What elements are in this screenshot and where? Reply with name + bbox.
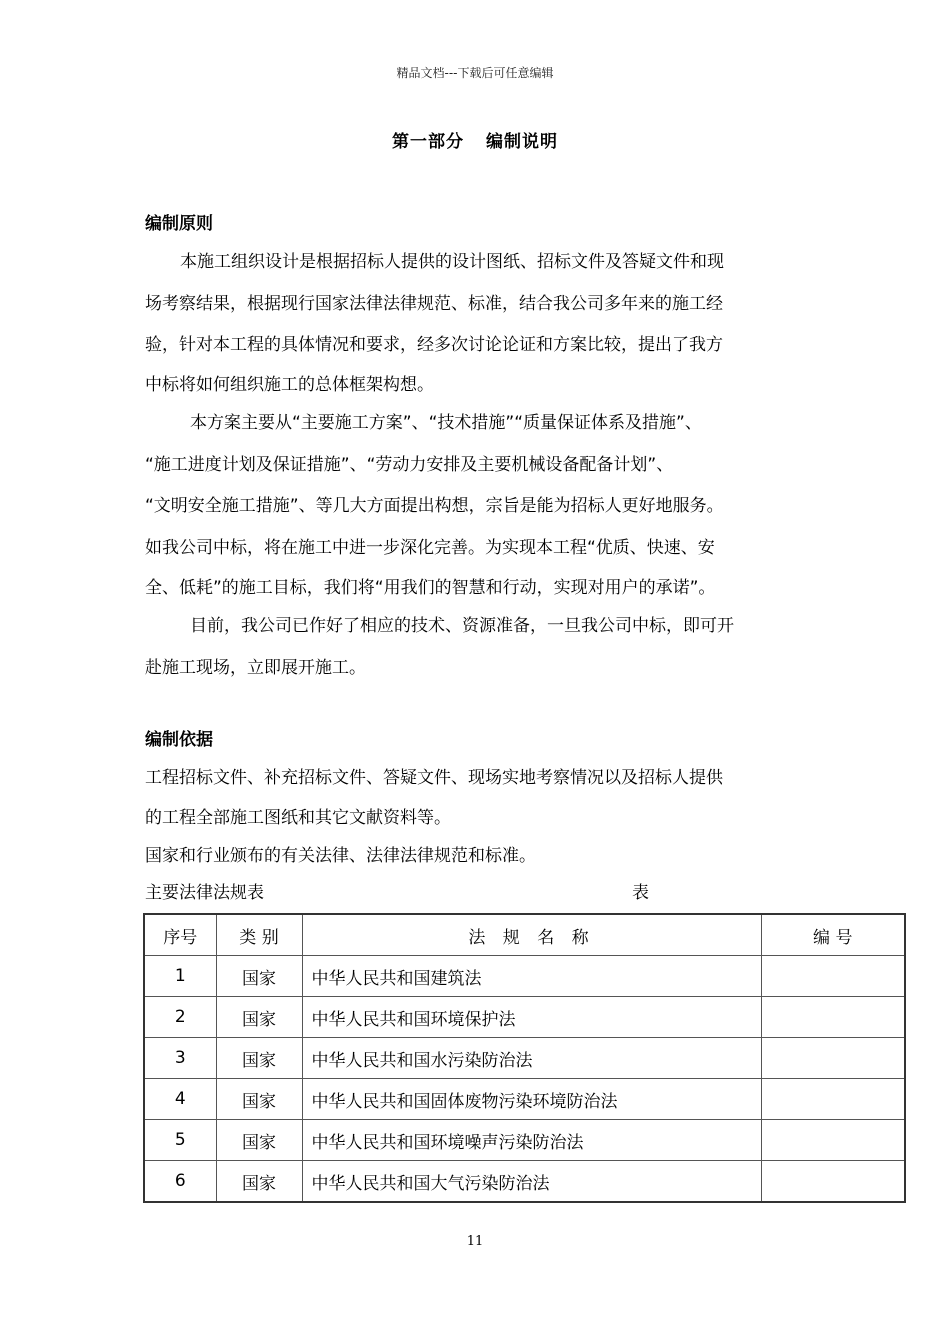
column-header-index: 序号: [144, 914, 216, 956]
cell-category: 国家: [216, 1038, 302, 1079]
cell-index: 1: [144, 956, 216, 997]
paragraph-line: 赴施工现场，立即展开施工。: [145, 658, 366, 678]
table-row: [144, 997, 905, 1038]
cell-index: 2: [144, 997, 216, 1038]
cell-category: 国家: [216, 1120, 302, 1161]
paragraph-line: 如我公司中标，将在施工中进一步深化完善。为实现本工程“优质、快速、安: [145, 538, 715, 558]
cell-law-name: 中华人民共和国大气污染防治法: [302, 1161, 761, 1203]
paragraph-line: “文明安全施工措施”、等几大方面提出构想，宗旨是能为招标人更好地服务。: [145, 496, 724, 516]
section-heading-basis: 编制依据: [145, 730, 213, 750]
paragraph-line: 国家和行业颁布的有关法律、法律法律规范和标准。: [145, 846, 536, 866]
cell-category: 国家: [216, 997, 302, 1038]
paragraph-line: 场考察结果，根据现行国家法律法律规范、标准，结合我公司多年来的施工经: [145, 294, 723, 314]
column-header-category: 类 别: [216, 914, 302, 956]
column-header-number: 编 号: [761, 914, 905, 956]
table-row: [144, 956, 905, 997]
paragraph-line: 的工程全部施工图纸和其它文献资料等。: [145, 808, 451, 828]
cell-index: 3: [144, 1038, 216, 1079]
cell-law-name: 中华人民共和国固体废物污染环境防治法: [302, 1079, 761, 1120]
cell-law-name: 中华人民共和国建筑法: [302, 956, 761, 997]
cell-category: 国家: [216, 1161, 302, 1203]
cell-number: [761, 956, 905, 997]
laws-table: [143, 913, 906, 1203]
cell-index: 5: [144, 1120, 216, 1161]
paragraph-line: 中标将如何组织施工的总体框架构想。: [145, 375, 434, 395]
paragraph-line: “施工进度计划及保证措施”、“劳动力安排及主要机械设备配备计划”、: [145, 455, 674, 475]
cell-number: [761, 1120, 905, 1161]
page-number: 11: [466, 1234, 484, 1249]
title-part: 第一部分: [392, 132, 464, 152]
cell-number: [761, 1079, 905, 1120]
cell-law-name: 中华人民共和国环境噪声污染防治法: [302, 1120, 761, 1161]
table-caption: 主要法律法规表: [145, 883, 264, 903]
column-header-law-name: 法 规 名 称: [302, 914, 761, 956]
table-row: [144, 1161, 905, 1203]
paragraph-line: 本方案主要从“主要施工方案”、“技术措施”“质量保证体系及措施”、: [190, 413, 702, 433]
paragraph-line: 目前，我公司已作好了相应的技术、资源准备，一旦我公司中标，即可开: [190, 616, 734, 636]
cell-law-name: 中华人民共和国水污染防治法: [302, 1038, 761, 1079]
cell-index: 6: [144, 1161, 216, 1203]
paragraph-line: 验，针对本工程的具体情况和要求，经多次讨论论证和方案比较，提出了我方: [145, 335, 723, 355]
cell-number: [761, 1161, 905, 1203]
cell-index: 4: [144, 1079, 216, 1120]
section-heading-principles: 编制原则: [145, 214, 213, 234]
title-name: 编制说明: [486, 132, 558, 152]
table-row: [144, 1079, 905, 1120]
page-header: 精品文档---下载后可任意编辑: [396, 66, 554, 80]
table-caption-suffix: 表: [632, 883, 649, 903]
table-row: [144, 1120, 905, 1161]
cell-category: 国家: [216, 1079, 302, 1120]
table-header-row: [144, 914, 905, 956]
cell-law-name: 中华人民共和国环境保护法: [302, 997, 761, 1038]
cell-category: 国家: [216, 956, 302, 997]
page-title: [0, 127, 950, 152]
cell-number: [761, 997, 905, 1038]
cell-number: [761, 1038, 905, 1079]
paragraph-line: 工程招标文件、补充招标文件、答疑文件、现场实地考察情况以及招标人提供: [145, 768, 723, 788]
paragraph-line: 本施工组织设计是根据招标人提供的设计图纸、招标文件及答疑文件和现: [180, 252, 724, 272]
paragraph-line: 全、低耗”的施工目标，我们将“用我们的智慧和行动，实现对用户的承诺”。: [145, 578, 716, 598]
table-row: [144, 1038, 905, 1079]
